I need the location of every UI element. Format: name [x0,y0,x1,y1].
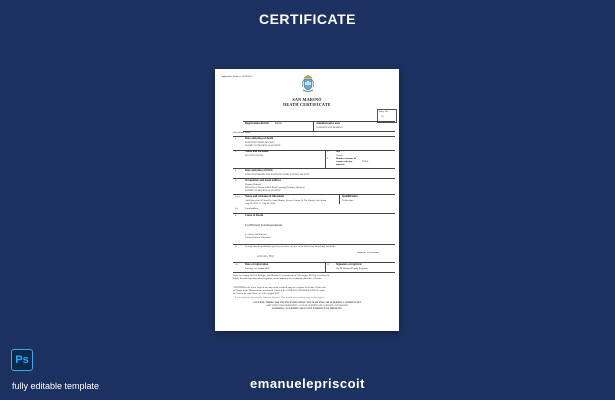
website-url: emanuelepriscoit [250,376,365,391]
field-number: 9. [235,245,237,248]
entry-number-value: 10 [381,115,384,118]
birth-date-place-label: Date and place of birth [245,169,273,172]
cause-of-death-label: Cause of Death [245,214,264,217]
entry-number-label: Entry No. [379,110,389,113]
informant-signature: Antonio Ruf [257,254,274,258]
registration-district-value: Kerne [275,122,282,125]
birth-date-place-value: 22ND NOVEMBER 1950 PASTRION PORK SAN MA SOCIETY [245,173,310,176]
registration-date-value: Tuesday, 1st August 2022 [245,267,270,270]
occupation-value: Dentist (Retired) [245,183,262,186]
country-name: SAN MARINO [292,97,322,102]
informant-name-label: Name and surname of informant [245,195,285,198]
field-number: 2. [235,150,237,153]
application-number: Application Number: 1102910-1 [221,75,253,78]
sub-district: Sub-district Lodes [233,131,251,134]
field-number: 7.(a) [235,195,240,198]
name-surname-value: LUCIANO PARIS [245,154,263,157]
caution-text: AND USING OR POSSESSING A FALSE CERTIFICATE (CROWN COPYRIGHT) [265,304,349,307]
cause-detail-value: b. Affected 48 Patients [245,233,267,236]
informant-date-value: Aug 02, 2022 17. Aug 09. 2022 [245,202,276,205]
occupation-address-label: Occupation and usual address [245,179,281,182]
certification-text: the Seal of the said Office on: 12th August 2022 [233,292,280,295]
declaration-text: I certify that the particulars given by me above are true to the best of my knowledge and belief [245,245,336,248]
field-number: 1. [235,137,237,140]
registration-district-label: Registration district [245,122,270,125]
field-number: 3. [327,150,329,153]
certification-text: CERTIFIED to be a true copy of an entry in the certified copy of a register of Deaths. Held in the [233,286,326,289]
san-marino-coat-of-arms-icon [301,74,315,94]
name-surname-label: Name and surname [245,150,269,153]
certificate-note: In the 1st August 2022 in Bellagio, San Marino. Cert produced on 27th August 2022 by Jean Ross St [233,274,330,277]
sex-value: Female [336,154,344,157]
field-number: 11. [327,263,330,266]
certificate-note: Public Records Superintendent Registrar, on the authority of a certificate dated the 1 October [233,277,322,280]
photoshop-icon: Ps [11,349,33,371]
death-date-value: SEVENTH FEBRUARY 2022 [245,141,275,144]
death-place-value: BARBICAN REGIONAL SOCIETY [245,144,281,147]
page-title: CERTIFICATE [258,11,356,27]
certificate-document [215,69,399,331]
field-number: 10. [235,263,238,266]
document-title: DEATH CERTIFICATE [283,102,331,107]
cause-of-death-value: I (a) Bilateral bronchopneumonia [245,224,283,227]
informant-name-value: Arti Ruhen van 10 Sans Ko, Sans Marino, Recent County Or The Family And Avatar [245,199,327,202]
qualification-value: Of the place [342,199,354,202]
administrative-area-value: FALKSON SAN MARINO [316,126,343,129]
caution-text: WARNING: A CERTIFICATE IS NOT EVIDENCE OF IDENTITY [272,307,342,310]
address-region-value: BARBICAN REGIONAL SOCIETY [245,189,281,192]
editable-template-label: fully editable template [12,381,100,391]
cause-detail-value: Verified Patient Vulnerable [245,236,271,239]
registration-date-label: Date of registration [245,263,269,266]
qualification-label: Qualification [342,195,358,198]
address-value: FIBAS No.1 Piazza St.Bell Road Crossing Dentistry (Retired) [245,186,305,189]
reference-note: * See a certificate given by the Superior Register. This should be a certified copy of this register [233,296,325,299]
maiden-surname-label: Maiden surname of woman who has married [336,157,356,166]
sex-label: Sex [336,150,341,153]
caution-text: CAUTION: THERE ARE OFFENCES RELATING TO FALSIFYING OR ALTERING A CERTIFICATE [252,301,362,304]
administrative-area-label: Administrative area [316,122,340,125]
certification-text: of Deaths in the District above mentioned. Given at the GENERAL REGISTER OFFICE, under [233,289,326,292]
informant-signature-label: Signature of informant [357,251,379,254]
registrar-signature-value: Che'M Richard Deputy Registrar [336,267,368,270]
field-number: 4. [327,157,329,160]
death-date-place-label: Date and place of death [245,137,274,140]
usual-address-label: Usual address [245,207,259,210]
field-number: (c) [235,207,238,210]
field-number: 6. [235,179,237,182]
field-number: 5. [235,169,237,172]
field-number: 8. [235,214,237,217]
maiden-surname-value: NOLE [362,160,369,163]
registrar-signature-label: Signature of registrar [336,263,362,266]
